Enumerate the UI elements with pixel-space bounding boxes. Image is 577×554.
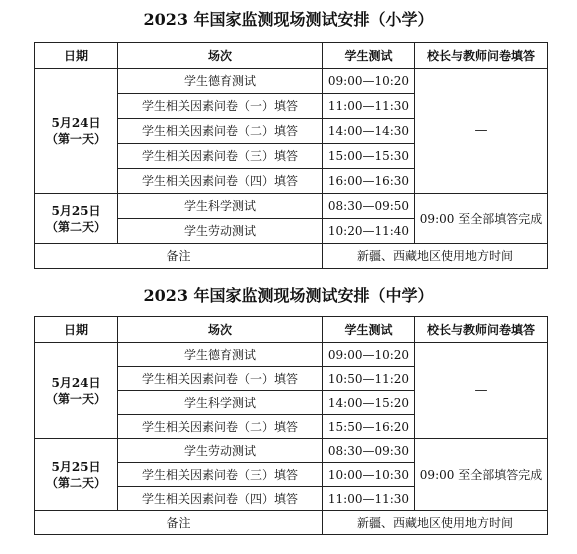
session-cell: 学生劳动测试 [118,439,323,463]
time-cell: 11:00—11:30 [323,94,415,119]
date-cell-day1 [35,343,118,439]
header-session: 场次 [118,317,323,343]
session-cell: 学生相关因素问卷（三）填答 [118,463,323,487]
teacher-cell-day1: — [415,343,548,439]
date-label: 5月25日 [51,203,101,218]
session-cell: 学生相关因素问卷（四）填答 [118,487,323,511]
date-cell-day1 [35,69,118,194]
date-label: 5月24日 [51,375,101,390]
middle-title: 2023 年国家监测现场测试安排（中学） [143,286,434,305]
table-row [35,343,548,367]
time-cell: 15:00—15:30 [323,144,415,169]
session-cell: 学生科学测试 [118,194,323,219]
table-row [35,194,548,219]
time-cell: 08:30—09:50 [323,194,415,219]
note-value: 新疆、西藏地区使用地方时间 [323,244,548,269]
header-teacher-survey: 校长与教师问卷填答 [415,317,548,343]
session-cell: 学生相关因素问卷（一）填答 [118,94,323,119]
time-cell: 15:50—16:20 [323,415,415,439]
time-cell: 11:00—11:30 [323,487,415,511]
header-date: 日期 [35,43,118,69]
time-cell: 10:20—11:40 [323,219,415,244]
time-cell: 10:00—10:30 [323,463,415,487]
table-header-row [35,317,548,343]
session-cell: 学生相关因素问卷（四）填答 [118,169,323,194]
table-header-row [35,43,548,69]
table-row [35,69,548,94]
note-label: 备注 [35,511,323,535]
note-row [35,244,548,269]
table-row [35,439,548,463]
day-label: （第二天） [45,219,106,234]
session-cell: 学生德育测试 [118,69,323,94]
primary-title: 2023 年国家监测现场测试安排（小学） [143,10,434,29]
teacher-cell-day2: 09:00 至全部填答完成 [415,439,548,511]
note-value: 新疆、西藏地区使用地方时间 [323,511,548,535]
time-cell: 14:00—15:20 [323,391,415,415]
note-label: 备注 [35,244,323,269]
header-teacher-survey: 校长与教师问卷填答 [415,43,548,69]
teacher-cell-day1: — [415,69,548,194]
header-date: 日期 [35,317,118,343]
session-cell: 学生相关因素问卷（一）填答 [118,367,323,391]
note-row [35,511,548,535]
teacher-cell-day2: 09:00 至全部填答完成 [415,194,548,244]
date-cell-day2 [35,194,118,244]
time-cell: 14:00—14:30 [323,119,415,144]
time-cell: 10:50—11:20 [323,367,415,391]
date-cell-day2 [35,439,118,511]
header-session: 场次 [118,43,323,69]
day-label: （第一天） [45,391,106,406]
date-label: 5月24日 [51,116,101,130]
middle-schedule-table [34,316,548,535]
session-cell: 学生科学测试 [118,391,323,415]
session-cell: 学生相关因素问卷（二）填答 [118,415,323,439]
header-student-test: 学生测试 [323,43,415,69]
session-cell: 学生相关因素问卷（三）填答 [118,144,323,169]
primary-schedule-table [34,42,548,269]
session-cell: 学生劳动测试 [118,219,323,244]
header-student-test: 学生测试 [323,317,415,343]
time-cell: 09:00—10:20 [323,343,415,367]
day-label: （第二天） [45,475,106,490]
session-cell: 学生德育测试 [118,343,323,367]
time-cell: 08:30—09:30 [323,439,415,463]
date-label: 5月25日 [51,459,101,474]
session-cell: 学生相关因素问卷（二）填答 [118,119,323,144]
time-cell: 09:00—10:20 [323,69,415,94]
day-label: （第一天） [45,132,106,146]
time-cell: 16:00—16:30 [323,169,415,194]
